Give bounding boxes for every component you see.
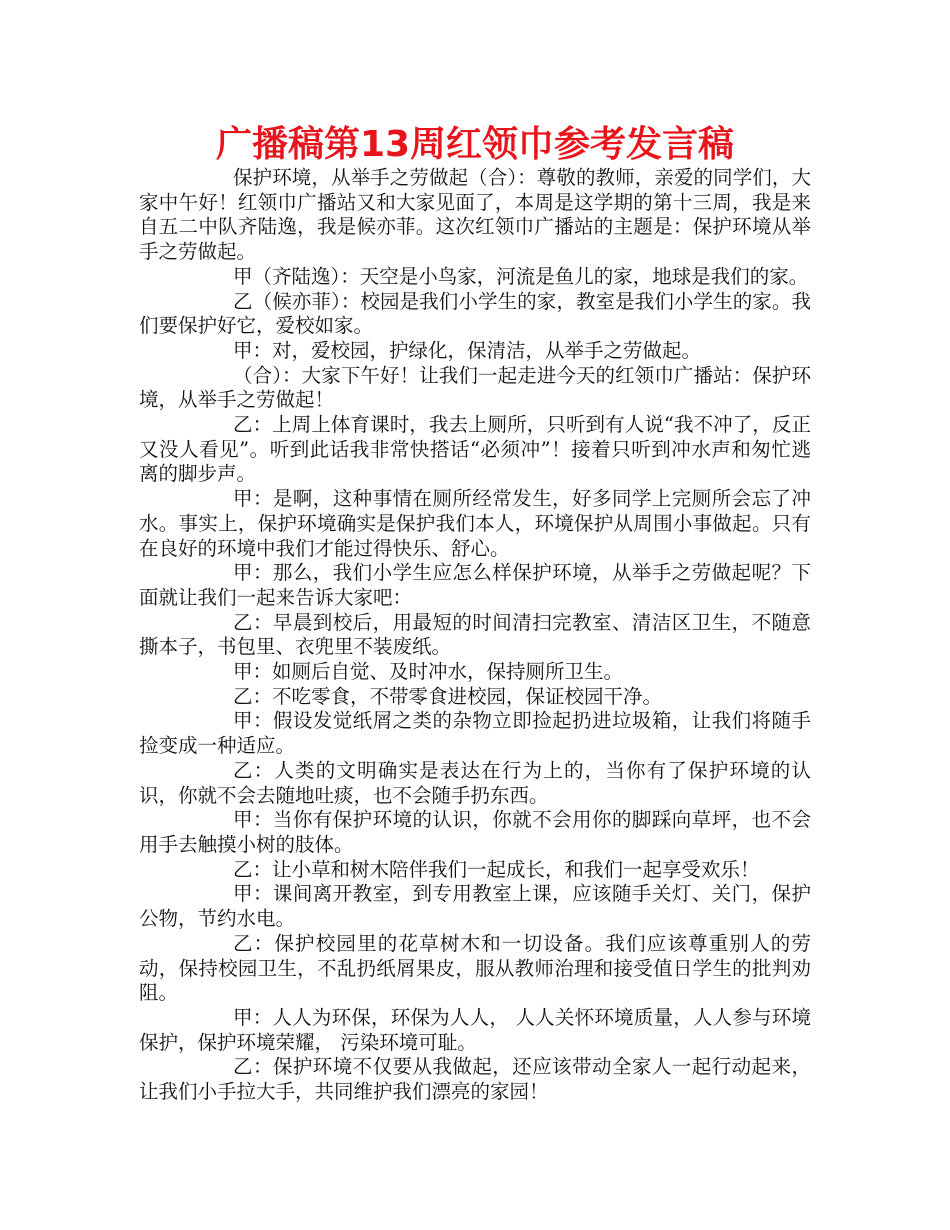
paragraph-13: 乙：人类的文明确实是表达在行为上的，当你有了保护环境的认识，你就不会去随地吐痰，也不会随手扔东西。: [139, 758, 811, 807]
paragraph-3: 乙（候亦菲）：校园是我们小学生的家，教室是我们小学生的家。我们要保护好它，爱校如家。: [139, 289, 811, 338]
paragraph-15: 乙：让小草和树木陪伴我们一起成长，和我们一起享受欢乐！: [233, 857, 760, 881]
paragraph-12: 甲：假设发觉纸屑之类的杂物立即捡起扔进垃圾箱，让我们将随手捡变成一种适应。: [139, 709, 811, 758]
paragraph-11: 乙：不吃零食，不带零食进校园，保证校园干净。: [233, 684, 663, 708]
paragraph-8: 甲：那么，我们小学生应怎么样保护环境，从举手之劳做起呢？下面就让我们一起来告诉大家吧：: [139, 561, 811, 609]
paragraph-9: 乙：早晨到校后，用最短的时间清扫完教室、清洁区卫生，不随意撕本子，书包里、衣兜里不装废纸。: [139, 610, 811, 659]
document-title: 广播稿第13周红领巾参考发言稿: [215, 124, 735, 165]
paragraph-6: 乙：上周上体育课时，我去上厕所，只听到有人说“我不冲了，反正又没人看见”。听到此话我非常快搭话“必须冲”！接着只听到冲水声和匆忙逃离的脚步声。: [139, 413, 811, 486]
paragraph-4: 甲：对，爱校园，护绿化，保清洁，从举手之劳做起。: [233, 338, 702, 362]
paragraph-2: 甲（齐陆逸）：天空是小鸟家，河流是鱼儿的家，地球是我们的家。: [233, 264, 809, 288]
paragraph-18: 甲：人人为环保，环保为人人， 人人关怀环境质量，人人参与环境保护，保护环境荣耀， 污染环境可耻。: [139, 1005, 811, 1054]
paragraph-17: 乙：保护校园里的花草树木和一切设备。我们应该尊重别人的劳动，保持校园卫生，不乱扔纸屑果皮，服从教师治理和接受值日学生的批判劝阻。: [139, 931, 811, 1005]
paragraph-7: 甲：是啊，这种事情在厕所经常发生，好多同学上完厕所会忘了冲水。事实上，保护环境确实是保护我们本人，环境保护从周围小事做起。只有在良好的环境中我们才能过得快乐、舒心。: [139, 487, 811, 560]
document-body: [139, 166, 811, 1105]
paragraph-16: 甲：课间离开教室，到专用教室上课，应该随手关灯、关门，保护公物，节约水电。: [139, 882, 811, 931]
paragraph-10: 甲：如厕后自觉、及时冲水，保持厕所卫生。: [233, 660, 624, 684]
paragraph-5: （合）：大家下午好！让我们一起走进今天的红领巾广播站：保护环境，从举手之劳做起！: [139, 363, 811, 412]
paragraph-1: 保护环境，从举手之劳做起（合）：尊敬的教师，亲爱的同学们，大家中午好！红领巾广播站又和大家见面了，本周是这学期的第十三周，我是来自五二中队齐陆逸，我是候亦菲。这次红领巾广播站的主题是：保护环境从举手之劳做起。: [139, 166, 811, 264]
paragraph-14: 甲：当你有保护环境的认识，你就不会用你的脚踩向草坪，也不会用手去触摸小树的肢体。: [139, 808, 811, 856]
paragraph-19: 乙：保护环境不仅要从我做起，还应该带动全家人一起行动起来，让我们小手拉大手，共同维护我们漂亮的家园！: [139, 1055, 811, 1104]
